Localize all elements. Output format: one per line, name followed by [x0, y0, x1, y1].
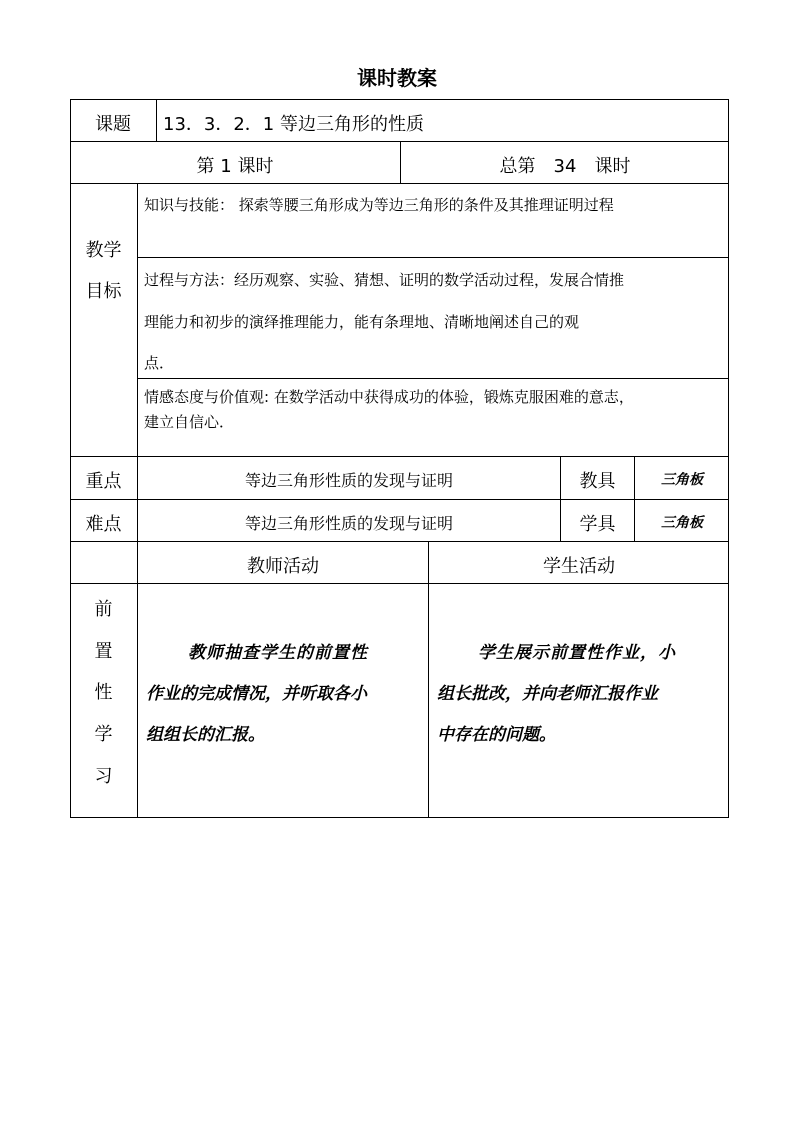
key-point-label: 重点: [85, 471, 122, 492]
student-activity-line2: 组长批改，并向老师汇报作业: [437, 684, 658, 704]
student-activity-line1: 学生展示前置性作业，小: [478, 643, 676, 663]
objective-knowledge: 知识与技能： 探索等腰三角形成为等边三角形的条件及其推理证明过程: [144, 196, 614, 214]
row-divider: [70, 499, 729, 500]
teacher-activity-line1: 教师抽查学生的前置性: [188, 643, 368, 663]
row-divider: [70, 541, 729, 542]
document-title: 课时教案: [357, 66, 437, 90]
row-divider: [137, 378, 729, 379]
difficulty-value: 等边三角形性质的发现与证明: [244, 514, 453, 533]
section-label-char: 学: [94, 724, 113, 745]
teaching-tool-label: 教具: [579, 471, 616, 492]
row-divider: [70, 583, 729, 584]
topic-label: 课题: [95, 114, 131, 135]
row-divider: [137, 257, 729, 258]
lesson-number: 第 1 课时: [196, 156, 274, 177]
row-divider: [70, 183, 729, 184]
objective-process-line3: 点．: [144, 354, 175, 372]
objectives-label-line1: 教学: [85, 240, 122, 261]
teacher-activity-header: 教师活动: [247, 556, 319, 577]
teaching-tool-value: 三角板: [661, 472, 703, 488]
section-label-char: 置: [94, 641, 113, 662]
learning-tool-value: 三角板: [661, 515, 703, 531]
objective-process-line1: 过程与方法：经历观察、实验、猜想、证明的数学活动过程，发展合情推: [144, 271, 625, 289]
key-point-value: 等边三角形性质的发现与证明: [244, 471, 453, 490]
student-activity-line3: 中存在的问题。: [437, 725, 556, 745]
section-label-char: 习: [94, 766, 113, 787]
col-divider: [137, 183, 138, 818]
row-divider: [70, 456, 729, 457]
section-label-char: 性: [94, 682, 113, 703]
objective-process-line2: 理能力和初步的演绎推理能力，能有条理地、清晰地阐述自己的观: [144, 313, 580, 331]
student-activity-header: 学生活动: [543, 556, 615, 577]
topic-value: 13．3．2．1 等边三角形的性质: [163, 114, 424, 135]
difficulty-label: 难点: [85, 514, 122, 535]
objective-emotion-line1: 情感态度与价值观: 在数学活动中获得成功的体验，锻炼克服困难的意志，: [144, 388, 634, 406]
col-divider: [428, 541, 429, 818]
teacher-activity-line3: 组组长的汇报。: [146, 725, 265, 745]
objectives-label-line2: 目标: [85, 281, 122, 302]
section-label-char: 前: [94, 599, 113, 620]
col-divider: [156, 99, 157, 141]
objective-emotion-line2: 建立自信心．: [144, 413, 235, 431]
learning-tool-label: 学具: [579, 514, 616, 535]
teacher-activity-line2: 作业的完成情况，并听取各小: [146, 684, 367, 704]
total-lessons: 总第 34 课时: [499, 156, 631, 177]
